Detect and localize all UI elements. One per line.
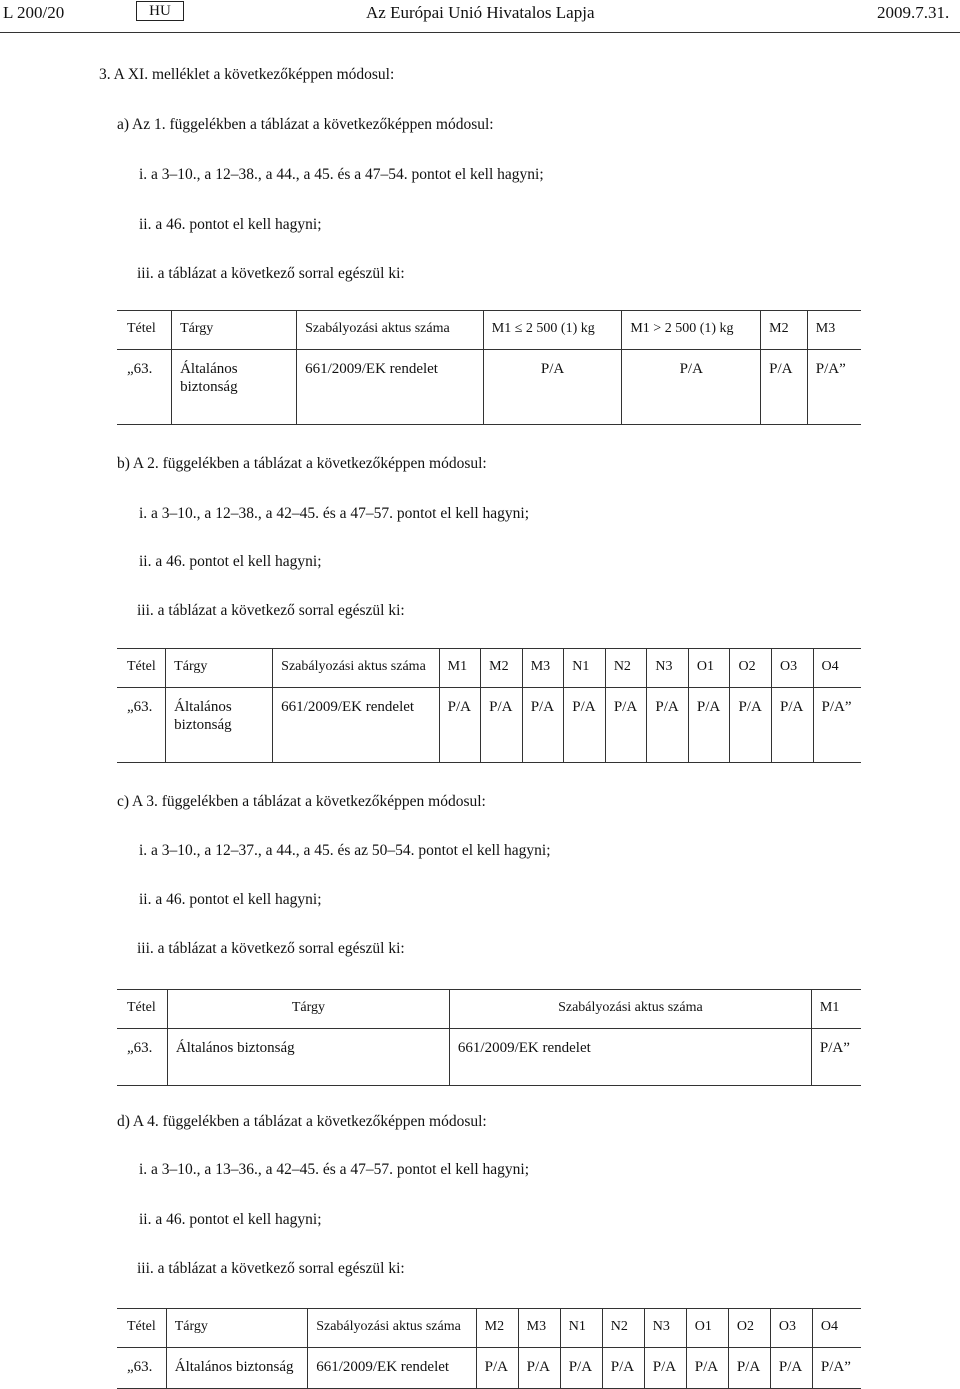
table-header: M1 bbox=[811, 990, 861, 1029]
section-heading: d) A 4. függelékben a táblázat a következőképpen módosul: bbox=[117, 1113, 487, 1130]
table-header: Tárgy bbox=[166, 649, 273, 688]
table-cell: 661/2009/EK rendelet bbox=[297, 350, 484, 425]
table-header: Tétel bbox=[117, 1309, 166, 1348]
amendment-table bbox=[117, 648, 861, 763]
table-header: Tárgy bbox=[166, 1309, 307, 1348]
table-cell: P/A bbox=[483, 350, 622, 425]
table-header: Szabályozási aktus száma bbox=[449, 990, 811, 1029]
table-cell: 661/2009/EK rendelet bbox=[308, 1348, 476, 1389]
table-cell: P/A bbox=[564, 688, 606, 763]
table-header: N1 bbox=[560, 1309, 602, 1348]
table-header-row bbox=[117, 1309, 861, 1348]
table-cell: „63. bbox=[117, 688, 166, 763]
table-cell: P/A bbox=[605, 688, 647, 763]
page-header bbox=[0, 0, 960, 32]
table-cell: P/A bbox=[772, 688, 814, 763]
table-header: Tétel bbox=[117, 990, 167, 1029]
amendment-table bbox=[117, 989, 861, 1086]
table-row bbox=[117, 1029, 861, 1086]
table-cell: P/A bbox=[761, 350, 808, 425]
table-header: O1 bbox=[686, 1309, 728, 1348]
table-cell: P/A bbox=[439, 688, 481, 763]
table-header: N2 bbox=[602, 1309, 644, 1348]
amendment-table bbox=[117, 310, 861, 425]
list-item: i. a 3–10., a 12–38., a 44., a 45. és a 47–54. pontot el kell hagyni; bbox=[139, 166, 544, 183]
table-cell: 661/2009/EK rendelet bbox=[273, 688, 439, 763]
amendment-table bbox=[117, 1308, 861, 1389]
table-cell: P/A bbox=[602, 1348, 644, 1389]
table-row bbox=[117, 688, 861, 763]
list-item: iii. a táblázat a következő sorral egészül ki: bbox=[137, 1260, 405, 1277]
table-header: O4 bbox=[812, 1309, 861, 1348]
list-item: iii. a táblázat a következő sorral egészül ki: bbox=[137, 602, 405, 619]
table-cell: P/A bbox=[481, 688, 523, 763]
table-header-row bbox=[117, 311, 861, 350]
table-header-row bbox=[117, 990, 861, 1029]
table-header: O1 bbox=[688, 649, 730, 688]
section-heading: a) Az 1. függelékben a táblázat a következőképpen módosul: bbox=[117, 116, 494, 133]
header-rule bbox=[0, 32, 960, 33]
list-item: ii. a 46. pontot el kell hagyni; bbox=[139, 216, 322, 233]
table-header: M1 > 2 500 (1) kg bbox=[622, 311, 761, 350]
publication-date: 2009.7.31. bbox=[877, 3, 950, 22]
table-header: N3 bbox=[644, 1309, 686, 1348]
table-header: Szabályozási aktus száma bbox=[273, 649, 439, 688]
table-cell: Általános biztonság bbox=[166, 688, 273, 763]
table-header: M2 bbox=[476, 1309, 518, 1348]
table-header: M3 bbox=[807, 311, 861, 350]
table-header: M3 bbox=[522, 649, 564, 688]
table-cell: 661/2009/EK rendelet bbox=[449, 1029, 811, 1086]
table-header: M2 bbox=[761, 311, 808, 350]
page-number: L 200/20 bbox=[3, 3, 65, 22]
table-header: M1 bbox=[439, 649, 481, 688]
table-header: O3 bbox=[772, 649, 814, 688]
table-header: N2 bbox=[605, 649, 647, 688]
section-heading: c) A 3. függelékben a táblázat a következőképpen módosul: bbox=[117, 793, 486, 810]
table-cell: P/A bbox=[476, 1348, 518, 1389]
table-cell: P/A bbox=[688, 688, 730, 763]
list-item: i. a 3–10., a 13–36., a 42–45. és a 47–57. pontot el kell hagyni; bbox=[139, 1161, 530, 1178]
table-header: O2 bbox=[728, 1309, 770, 1348]
table-header: O2 bbox=[730, 649, 772, 688]
table-header: Szabályozási aktus száma bbox=[297, 311, 484, 350]
table-header: Tétel bbox=[117, 649, 166, 688]
table-cell: P/A bbox=[770, 1348, 812, 1389]
table-header: Tárgy bbox=[172, 311, 297, 350]
table-header: M1 ≤ 2 500 (1) kg bbox=[483, 311, 622, 350]
table-header: O3 bbox=[770, 1309, 812, 1348]
list-item: iii. a táblázat a következő sorral egészül ki: bbox=[137, 265, 405, 282]
table-row bbox=[117, 1348, 861, 1389]
table-header: M2 bbox=[481, 649, 523, 688]
table-cell: P/A” bbox=[811, 1029, 861, 1086]
table-header: N1 bbox=[564, 649, 606, 688]
table-cell: Általános biztonság bbox=[166, 1348, 307, 1389]
table-header: Szabályozási aktus száma bbox=[308, 1309, 476, 1348]
table-header: Tárgy bbox=[167, 990, 449, 1029]
journal-title: Az Európai Unió Hivatalos Lapja bbox=[366, 3, 595, 22]
table-cell: P/A bbox=[686, 1348, 728, 1389]
table-header: N3 bbox=[647, 649, 689, 688]
list-item: ii. a 46. pontot el kell hagyni; bbox=[139, 1211, 322, 1228]
list-item: ii. a 46. pontot el kell hagyni; bbox=[139, 891, 322, 908]
table-cell: P/A” bbox=[813, 688, 861, 763]
section-heading: b) A 2. függelékben a táblázat a következőképpen módosul: bbox=[117, 455, 487, 472]
list-item: ii. a 46. pontot el kell hagyni; bbox=[139, 553, 322, 570]
table-cell: P/A bbox=[622, 350, 761, 425]
list-item: i. a 3–10., a 12–37., a 44., a 45. és az 50–54. pontot el kell hagyni; bbox=[139, 842, 551, 859]
table-cell: P/A bbox=[728, 1348, 770, 1389]
table-cell: P/A bbox=[560, 1348, 602, 1389]
table-header: Tétel bbox=[117, 311, 172, 350]
table-cell: „63. bbox=[117, 1029, 167, 1086]
table-header-row bbox=[117, 649, 861, 688]
table-cell: P/A bbox=[522, 688, 564, 763]
list-item: i. a 3–10., a 12–38., a 42–45. és a 47–57. pontot el kell hagyni; bbox=[139, 505, 530, 522]
table-cell: P/A bbox=[518, 1348, 560, 1389]
table-cell: Általános biztonság bbox=[172, 350, 297, 425]
table-cell: P/A” bbox=[812, 1348, 861, 1389]
table-row bbox=[117, 350, 861, 425]
table-header: M3 bbox=[518, 1309, 560, 1348]
list-item: iii. a táblázat a következő sorral egészül ki: bbox=[137, 940, 405, 957]
intro-text: 3. A XI. melléklet a következőképpen módosul: bbox=[99, 66, 395, 83]
table-cell: P/A bbox=[647, 688, 689, 763]
table-cell: P/A bbox=[644, 1348, 686, 1389]
table-cell: P/A” bbox=[807, 350, 861, 425]
table-cell: Általános biztonság bbox=[167, 1029, 449, 1086]
language-badge: HU bbox=[136, 1, 184, 21]
table-cell: „63. bbox=[117, 1348, 166, 1389]
table-cell: „63. bbox=[117, 350, 172, 425]
table-header: O4 bbox=[813, 649, 861, 688]
table-cell: P/A bbox=[730, 688, 772, 763]
